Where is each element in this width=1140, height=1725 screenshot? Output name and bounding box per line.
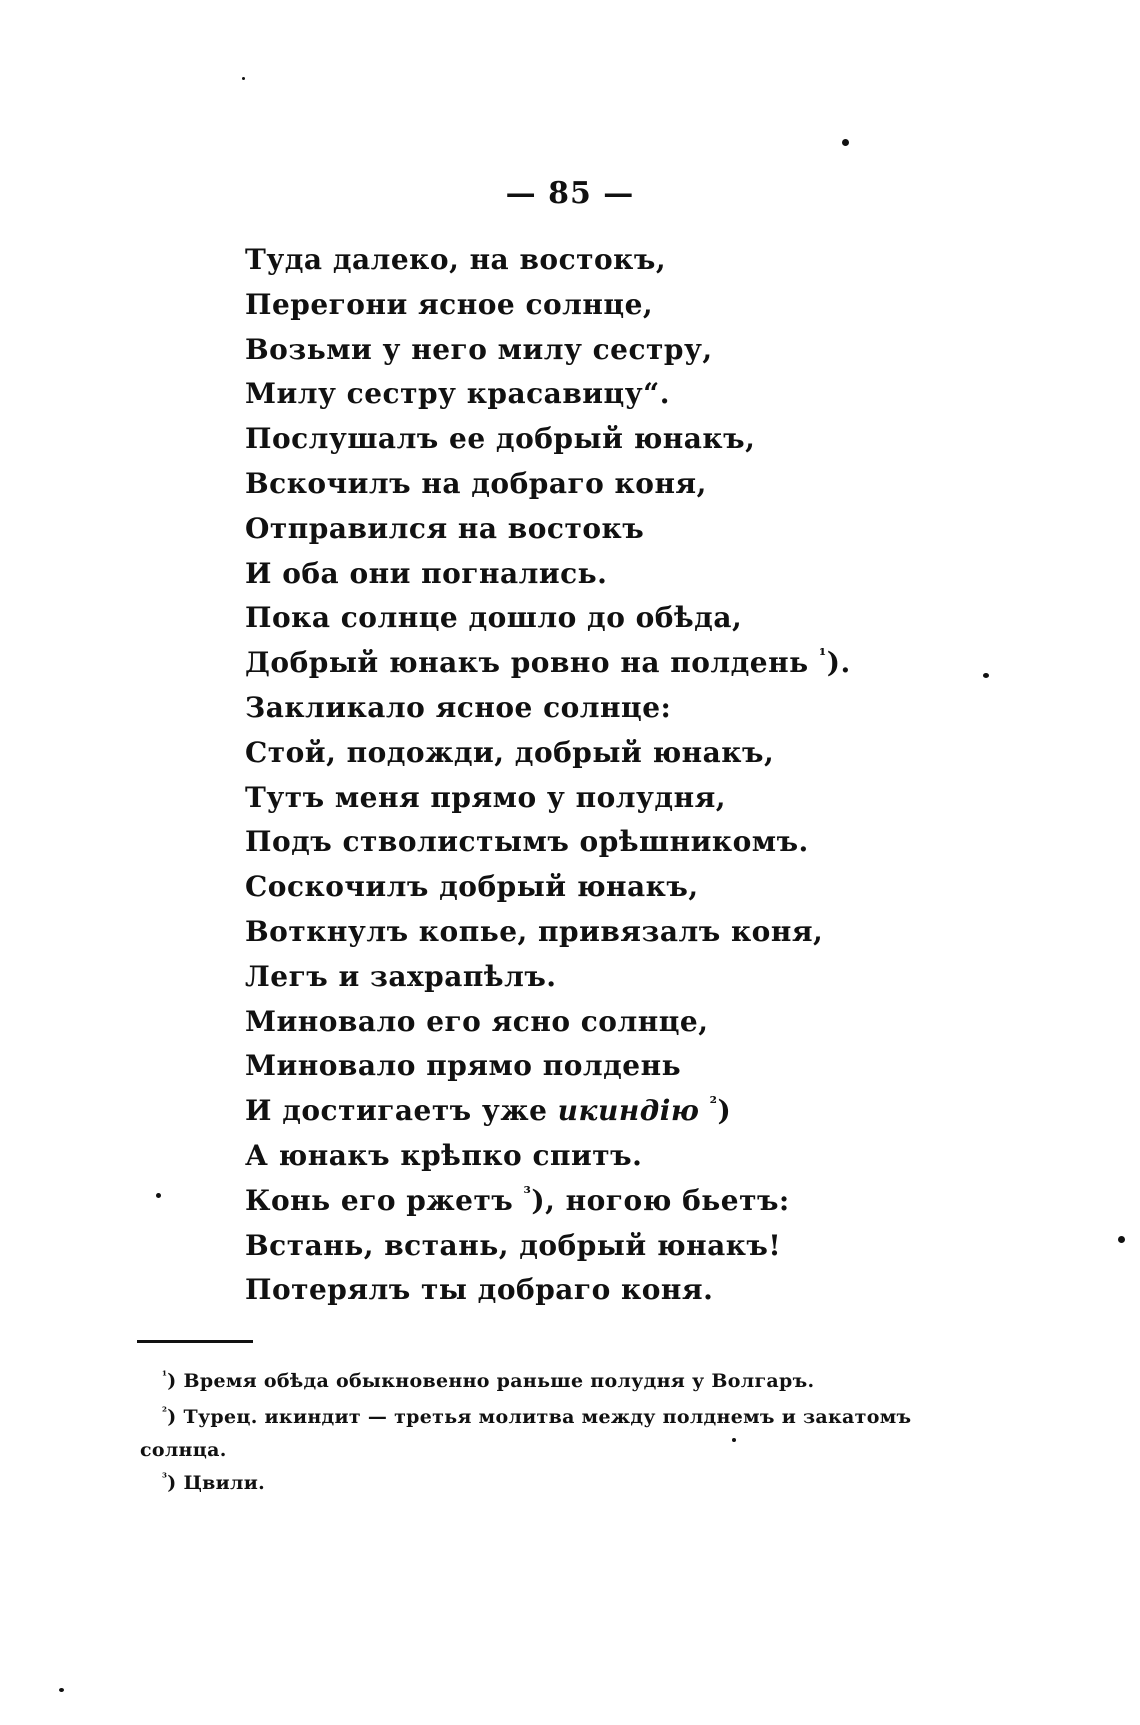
footnote-3: $^{^3}$) Цвили. bbox=[162, 1470, 266, 1494]
verse-line: Соскочилъ добрый юнакъ, bbox=[245, 870, 699, 904]
footnote-ref-1[interactable]: ¹ bbox=[818, 644, 827, 665]
footnote-ref-2[interactable]: ² bbox=[709, 1092, 718, 1113]
scan-speck bbox=[242, 77, 245, 80]
verse-line: Воткнулъ копье, привязалъ коня, bbox=[245, 914, 824, 948]
verse-line: Отправился на востокъ bbox=[245, 511, 645, 545]
verse-line: Тутъ меня прямо у полудня, bbox=[245, 780, 727, 814]
scan-speck bbox=[59, 1688, 64, 1692]
verse-line: И оба они погнались. bbox=[245, 556, 608, 590]
poem-text bbox=[245, 238, 1065, 1313]
footnote-ref-3[interactable]: ³ bbox=[523, 1181, 532, 1202]
verse-line: А юнакъ крѣпко спитъ. bbox=[245, 1138, 643, 1172]
footnotes bbox=[140, 1363, 1040, 1501]
scan-speck bbox=[983, 673, 989, 678]
scan-speck bbox=[732, 1438, 736, 1442]
verse-line: Миновало прямо полдень bbox=[245, 1049, 682, 1083]
verse-line: Миновало его ясно солнце, bbox=[245, 1004, 709, 1038]
footnote-2: $^{^2}$) Турец. икиндит — третья молитва между полднемъ и закатомъ солнца. bbox=[140, 1399, 1040, 1465]
scan-speck bbox=[156, 1193, 161, 1198]
footnote-2-continuation: солнца. bbox=[140, 1439, 227, 1461]
verse-line: И достигаетъ уже икиндію $^{^2}$) bbox=[245, 1092, 732, 1128]
verse-line: Добрый юнакъ ровно на полдень $^{^1}$). bbox=[245, 644, 851, 680]
italic-word: икиндію bbox=[557, 1094, 700, 1128]
footnote-divider bbox=[137, 1340, 253, 1343]
scan-speck bbox=[1118, 1236, 1125, 1243]
verse-line: Закликало ясное солнце: bbox=[245, 690, 672, 724]
scan-speck bbox=[842, 139, 849, 146]
verse-line: Стой, подожди, добрый юнакъ, bbox=[245, 735, 775, 769]
footnote-1: $^{^1}$) Время обѣда обыкновенно раньше полудня у Волгаръ. bbox=[162, 1368, 815, 1392]
verse-line: Потерялъ ты добраго коня. bbox=[245, 1273, 714, 1307]
verse-line: Милу сестру красавицу“. bbox=[245, 377, 671, 411]
verse-line: Конь его ржетъ $^{^3}$), ногою бьетъ: bbox=[245, 1181, 790, 1217]
verse-line: Перегони ясное солнце, bbox=[245, 287, 654, 321]
verse-line: Послушалъ ее добрый юнакъ, bbox=[245, 422, 756, 456]
verse-line: Подъ стволистымъ орѣшникомъ. bbox=[245, 825, 809, 859]
page-number: — 85 — bbox=[505, 176, 635, 211]
verse-line: Возьми у него милу сестру, bbox=[245, 332, 713, 366]
verse-line: Встань, встань, добрый юнакъ! bbox=[245, 1228, 782, 1262]
verse-line: Туда далеко, на востокъ, bbox=[245, 243, 667, 276]
verse-line: Легъ и захрапѣлъ. bbox=[245, 959, 557, 993]
verse-line: Вскочилъ на добраго коня, bbox=[245, 466, 707, 500]
verse-line: Пока солнце дошло до обѣда, bbox=[245, 601, 743, 635]
